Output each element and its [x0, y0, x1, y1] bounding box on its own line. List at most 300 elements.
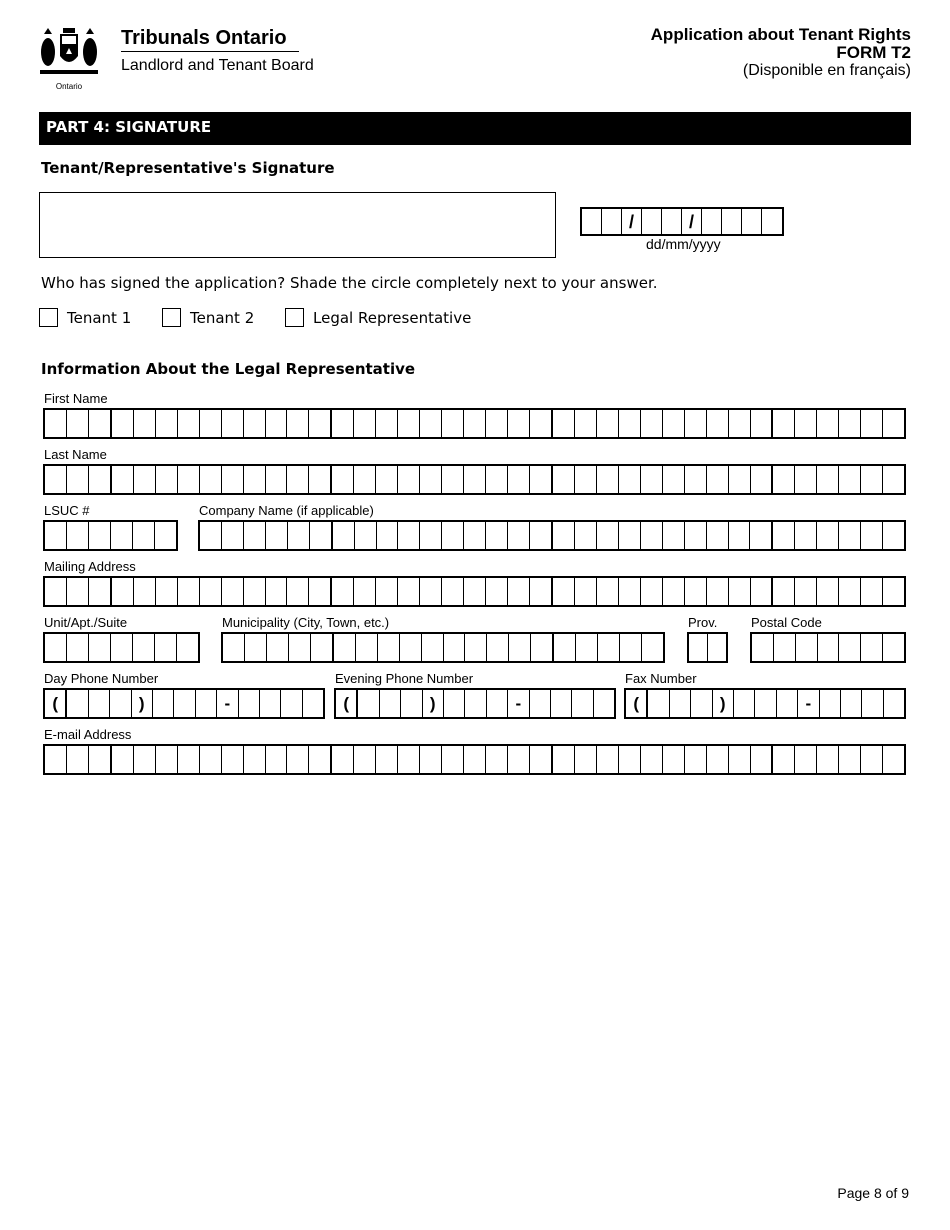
char-cell[interactable]: [222, 410, 244, 437]
char-cell[interactable]: [773, 578, 795, 605]
char-cell[interactable]: [355, 522, 377, 549]
char-cell[interactable]: [620, 634, 642, 661]
char-cell[interactable]: [287, 578, 309, 605]
char-cell[interactable]: [155, 522, 176, 549]
char-cell[interactable]: [400, 634, 422, 661]
char-cell[interactable]: [178, 746, 200, 773]
char-cell[interactable]: [689, 634, 708, 661]
char-cell[interactable]: [685, 410, 707, 437]
first-name-input[interactable]: [43, 408, 906, 439]
char-cell[interactable]: [156, 410, 178, 437]
char-cell[interactable]: [112, 746, 134, 773]
char-cell[interactable]: [817, 578, 839, 605]
email-label: E-mail Address: [44, 727, 132, 742]
char-cell[interactable]: [553, 522, 575, 549]
char-cell[interactable]: [486, 410, 508, 437]
phone-format-char: ): [132, 690, 153, 717]
char-cell[interactable]: [287, 410, 309, 437]
char-cell[interactable]: [773, 466, 795, 493]
char-cell[interactable]: [67, 578, 89, 605]
char-cell[interactable]: [691, 690, 712, 717]
char-cell[interactable]: [707, 522, 729, 549]
evening-phone-input[interactable]: [334, 688, 616, 719]
char-cell[interactable]: [309, 746, 332, 773]
checkbox[interactable]: [39, 308, 58, 327]
municipality-input[interactable]: [221, 632, 665, 663]
char-cell[interactable]: [707, 578, 729, 605]
char-cell[interactable]: [420, 578, 442, 605]
char-cell[interactable]: [685, 578, 707, 605]
char-cell[interactable]: [663, 410, 685, 437]
char-cell[interactable]: [670, 690, 691, 717]
char-cell[interactable]: [575, 410, 597, 437]
char-cell[interactable]: [45, 634, 67, 661]
char-cell[interactable]: [861, 466, 883, 493]
char-cell[interactable]: [444, 634, 466, 661]
char-cell[interactable]: [708, 634, 726, 661]
char-cell[interactable]: [178, 466, 200, 493]
province-label: Prov.: [688, 615, 718, 630]
char-cell[interactable]: [112, 466, 134, 493]
char-cell[interactable]: [883, 578, 904, 605]
char-cell[interactable]: [861, 522, 883, 549]
char-cell[interactable]: [553, 410, 575, 437]
char-cell[interactable]: [287, 746, 309, 773]
char-cell[interactable]: [420, 466, 442, 493]
char-cell[interactable]: [442, 578, 464, 605]
char-cell[interactable]: [89, 410, 112, 437]
char-cell[interactable]: [553, 578, 575, 605]
char-cell[interactable]: [648, 690, 669, 717]
day-phone-input[interactable]: [43, 688, 325, 719]
char-cell[interactable]: [67, 746, 89, 773]
char-cell[interactable]: [376, 746, 398, 773]
char-cell[interactable]: [597, 410, 619, 437]
province-input[interactable]: [687, 632, 728, 663]
char-cell[interactable]: [508, 410, 530, 437]
char-cell[interactable]: [332, 746, 354, 773]
char-cell[interactable]: [464, 410, 486, 437]
char-cell[interactable]: [155, 634, 177, 661]
char-cell[interactable]: [509, 634, 531, 661]
char-cell[interactable]: [222, 746, 244, 773]
char-cell[interactable]: [311, 634, 334, 661]
char-cell[interactable]: [883, 634, 904, 661]
char-cell[interactable]: [465, 690, 486, 717]
checkbox[interactable]: [162, 308, 181, 327]
char-cell[interactable]: [45, 410, 67, 437]
char-cell[interactable]: [774, 634, 796, 661]
char-cell[interactable]: [464, 578, 486, 605]
char-cell[interactable]: [884, 690, 904, 717]
char-cell[interactable]: [575, 522, 597, 549]
char-cell[interactable]: [619, 410, 641, 437]
fax-input[interactable]: [624, 688, 906, 719]
char-cell[interactable]: [111, 522, 133, 549]
char-cell[interactable]: [773, 410, 795, 437]
char-cell[interactable]: [178, 578, 200, 605]
char-cell[interactable]: [817, 410, 839, 437]
date-cell[interactable]: [722, 209, 742, 234]
char-cell[interactable]: [133, 634, 155, 661]
char-cell[interactable]: [530, 578, 553, 605]
char-cell[interactable]: [309, 466, 332, 493]
char-cell[interactable]: [442, 410, 464, 437]
date-cell[interactable]: [702, 209, 722, 234]
char-cell[interactable]: [530, 522, 553, 549]
char-cell[interactable]: [619, 466, 641, 493]
char-cell[interactable]: [266, 522, 288, 549]
char-cell[interactable]: [134, 466, 156, 493]
char-cell[interactable]: [464, 746, 486, 773]
char-cell[interactable]: [377, 522, 399, 549]
char-cell[interactable]: [707, 410, 729, 437]
char-cell[interactable]: [464, 522, 486, 549]
char-cell[interactable]: [641, 746, 663, 773]
char-cell[interactable]: [332, 410, 354, 437]
char-cell[interactable]: [239, 690, 260, 717]
char-cell[interactable]: [89, 690, 110, 717]
char-cell[interactable]: [89, 466, 112, 493]
char-cell[interactable]: [663, 466, 685, 493]
char-cell[interactable]: [281, 690, 302, 717]
char-cell[interactable]: [575, 746, 597, 773]
char-cell[interactable]: [597, 746, 619, 773]
char-cell[interactable]: [575, 466, 597, 493]
char-cell[interactable]: [398, 522, 420, 549]
char-cell[interactable]: [67, 522, 89, 549]
char-cell[interactable]: [112, 410, 134, 437]
lsuc-input[interactable]: [43, 520, 178, 551]
char-cell[interactable]: [685, 746, 707, 773]
char-cell[interactable]: [597, 578, 619, 605]
char-cell[interactable]: [530, 690, 551, 717]
char-cell[interactable]: [244, 410, 266, 437]
email-input[interactable]: [43, 744, 906, 775]
char-cell[interactable]: [598, 634, 620, 661]
char-cell[interactable]: [508, 466, 530, 493]
char-cell[interactable]: [795, 578, 817, 605]
char-cell[interactable]: [334, 634, 356, 661]
postal-code-input[interactable]: [750, 632, 906, 663]
char-cell[interactable]: [553, 466, 575, 493]
char-cell[interactable]: [196, 690, 217, 717]
char-cell[interactable]: [266, 578, 288, 605]
char-cell[interactable]: [289, 634, 311, 661]
char-cell[interactable]: [663, 746, 685, 773]
company-input[interactable]: [198, 520, 906, 551]
form-code: FORM T2: [836, 43, 911, 62]
char-cell[interactable]: [89, 634, 111, 661]
char-cell[interactable]: [883, 746, 904, 773]
char-cell[interactable]: [487, 690, 508, 717]
char-cell[interactable]: [839, 466, 861, 493]
char-cell[interactable]: [222, 466, 244, 493]
logo-caption: Ontario: [55, 82, 83, 91]
char-cell[interactable]: [641, 410, 663, 437]
char-cell[interactable]: [554, 634, 576, 661]
char-cell[interactable]: [222, 578, 244, 605]
char-cell[interactable]: [45, 746, 67, 773]
char-cell[interactable]: [817, 746, 839, 773]
char-cell[interactable]: [883, 410, 904, 437]
char-cell[interactable]: [380, 690, 401, 717]
char-cell[interactable]: [751, 746, 774, 773]
char-cell[interactable]: [133, 522, 155, 549]
char-cell[interactable]: [266, 410, 288, 437]
char-cell[interactable]: [551, 690, 572, 717]
char-cell[interactable]: [45, 466, 67, 493]
char-cell[interactable]: [420, 410, 442, 437]
char-cell[interactable]: [486, 466, 508, 493]
char-cell[interactable]: [244, 746, 266, 773]
char-cell[interactable]: [464, 466, 486, 493]
char-cell[interactable]: [752, 634, 774, 661]
char-cell[interactable]: [641, 466, 663, 493]
char-cell[interactable]: [839, 634, 861, 661]
char-cell[interactable]: [174, 690, 195, 717]
char-cell[interactable]: [729, 410, 751, 437]
date-cell[interactable]: [642, 209, 662, 234]
char-cell[interactable]: [354, 578, 376, 605]
char-cell[interactable]: [309, 578, 332, 605]
char-cell[interactable]: [156, 746, 178, 773]
date-cell[interactable]: [762, 209, 782, 234]
char-cell[interactable]: [707, 466, 729, 493]
char-cell[interactable]: [839, 578, 861, 605]
char-cell[interactable]: [260, 690, 281, 717]
char-cell[interactable]: [553, 746, 575, 773]
char-cell[interactable]: [663, 522, 685, 549]
char-cell[interactable]: [575, 578, 597, 605]
char-cell[interactable]: [354, 410, 376, 437]
char-cell[interactable]: [729, 746, 751, 773]
char-cell[interactable]: [200, 578, 222, 605]
char-cell[interactable]: [861, 634, 883, 661]
char-cell[interactable]: [486, 578, 508, 605]
char-cell[interactable]: [795, 466, 817, 493]
char-cell[interactable]: [288, 522, 310, 549]
date-cell[interactable]: [582, 209, 602, 234]
char-cell[interactable]: [177, 634, 198, 661]
char-cell[interactable]: [67, 690, 88, 717]
char-cell[interactable]: [354, 466, 376, 493]
char-cell[interactable]: [376, 466, 398, 493]
char-cell[interactable]: [267, 634, 289, 661]
char-cell[interactable]: [134, 410, 156, 437]
char-cell[interactable]: [795, 746, 817, 773]
char-cell[interactable]: [67, 634, 89, 661]
char-cell[interactable]: [67, 410, 89, 437]
option-legal-representative[interactable]: [285, 307, 471, 328]
char-cell[interactable]: [861, 410, 883, 437]
char-cell[interactable]: [442, 522, 464, 549]
char-cell[interactable]: [751, 578, 774, 605]
char-cell[interactable]: [530, 410, 553, 437]
char-cell[interactable]: [619, 746, 641, 773]
char-cell[interactable]: [619, 522, 641, 549]
last-name-label: Last Name: [44, 447, 107, 462]
char-cell[interactable]: [398, 746, 420, 773]
char-cell[interactable]: [422, 634, 444, 661]
char-cell[interactable]: [486, 522, 508, 549]
char-cell[interactable]: [729, 466, 751, 493]
char-cell[interactable]: [663, 578, 685, 605]
char-cell[interactable]: [707, 746, 729, 773]
char-cell[interactable]: [45, 522, 67, 549]
char-cell[interactable]: [200, 410, 222, 437]
char-cell[interactable]: [861, 746, 883, 773]
char-cell[interactable]: [597, 522, 619, 549]
char-cell[interactable]: [222, 522, 244, 549]
char-cell[interactable]: [378, 634, 400, 661]
char-cell[interactable]: [200, 746, 222, 773]
phone-format-char: ): [713, 690, 734, 717]
org-title: Tribunals Ontario: [121, 27, 287, 49]
char-cell[interactable]: [508, 578, 530, 605]
char-cell[interactable]: [244, 466, 266, 493]
char-cell[interactable]: [795, 410, 817, 437]
char-cell[interactable]: [112, 578, 134, 605]
char-cell[interactable]: [245, 634, 267, 661]
char-cell[interactable]: [751, 466, 774, 493]
char-cell[interactable]: [641, 522, 663, 549]
char-cell[interactable]: [642, 634, 663, 661]
char-cell[interactable]: [266, 466, 288, 493]
char-cell[interactable]: [619, 578, 641, 605]
date-cell[interactable]: [662, 209, 682, 234]
company-label: Company Name (if applicable): [199, 503, 374, 518]
char-cell[interactable]: [729, 578, 751, 605]
char-cell[interactable]: [839, 746, 861, 773]
char-cell[interactable]: [178, 410, 200, 437]
char-cell[interactable]: [420, 522, 442, 549]
char-cell[interactable]: [817, 522, 839, 549]
char-cell[interactable]: [839, 522, 861, 549]
char-cell[interactable]: [332, 466, 354, 493]
char-cell[interactable]: [223, 634, 245, 661]
char-cell[interactable]: [303, 690, 323, 717]
last-name-input[interactable]: [43, 464, 906, 495]
char-cell[interactable]: [156, 578, 178, 605]
char-cell[interactable]: [309, 410, 332, 437]
char-cell[interactable]: [508, 746, 530, 773]
char-cell[interactable]: [572, 690, 593, 717]
char-cell[interactable]: [597, 466, 619, 493]
char-cell[interactable]: [818, 634, 840, 661]
char-cell[interactable]: [839, 410, 861, 437]
char-cell[interactable]: [356, 634, 378, 661]
char-cell[interactable]: [244, 578, 266, 605]
char-cell[interactable]: [333, 522, 355, 549]
char-cell[interactable]: [773, 746, 795, 773]
char-cell[interactable]: [89, 746, 112, 773]
char-cell[interactable]: [398, 410, 420, 437]
char-cell[interactable]: [89, 578, 112, 605]
char-cell[interactable]: [266, 746, 288, 773]
char-cell[interactable]: [841, 690, 862, 717]
char-cell[interactable]: [820, 690, 841, 717]
first-name-label: First Name: [44, 391, 108, 406]
char-cell[interactable]: [354, 746, 376, 773]
option-tenant-1[interactable]: [39, 307, 131, 328]
char-cell[interactable]: [465, 634, 487, 661]
char-cell[interactable]: [398, 578, 420, 605]
char-cell[interactable]: [729, 522, 751, 549]
char-cell[interactable]: [641, 578, 663, 605]
char-cell[interactable]: [685, 466, 707, 493]
char-cell[interactable]: [156, 466, 178, 493]
char-cell[interactable]: [576, 634, 598, 661]
char-cell[interactable]: [531, 634, 554, 661]
char-cell[interactable]: [751, 410, 774, 437]
date-cell[interactable]: [602, 209, 622, 234]
option-tenant-2[interactable]: [162, 307, 254, 328]
char-cell[interactable]: [530, 746, 553, 773]
unit-input[interactable]: [43, 632, 200, 663]
char-cell[interactable]: [89, 522, 111, 549]
char-cell[interactable]: [376, 410, 398, 437]
char-cell[interactable]: [200, 522, 222, 549]
char-cell[interactable]: [111, 634, 133, 661]
char-cell[interactable]: [817, 466, 839, 493]
char-cell[interactable]: [486, 746, 508, 773]
checkbox[interactable]: [285, 308, 304, 327]
char-cell[interactable]: [795, 522, 817, 549]
char-cell[interactable]: [530, 466, 553, 493]
char-cell[interactable]: [310, 522, 333, 549]
char-cell[interactable]: [67, 466, 89, 493]
char-cell[interactable]: [796, 634, 818, 661]
char-cell[interactable]: [444, 690, 465, 717]
municipality-label: Municipality (City, Town, etc.): [222, 615, 390, 630]
char-cell[interactable]: [244, 522, 266, 549]
char-cell[interactable]: [773, 522, 795, 549]
char-cell[interactable]: [685, 522, 707, 549]
char-cell[interactable]: [45, 578, 67, 605]
signature-box[interactable]: [39, 192, 556, 258]
char-cell[interactable]: [110, 690, 131, 717]
char-cell[interactable]: [750, 522, 773, 549]
char-cell[interactable]: [862, 690, 883, 717]
char-cell[interactable]: [332, 578, 354, 605]
signature-date-input[interactable]: [580, 207, 784, 236]
char-cell[interactable]: [487, 634, 509, 661]
char-cell[interactable]: [376, 578, 398, 605]
char-cell[interactable]: [777, 690, 798, 717]
char-cell[interactable]: [883, 466, 904, 493]
char-cell[interactable]: [508, 522, 530, 549]
char-cell[interactable]: [420, 746, 442, 773]
char-cell[interactable]: [734, 690, 755, 717]
char-cell[interactable]: [401, 690, 422, 717]
date-cell[interactable]: [742, 209, 762, 234]
char-cell[interactable]: [398, 466, 420, 493]
char-cell[interactable]: [755, 690, 776, 717]
char-cell[interactable]: [442, 466, 464, 493]
char-cell[interactable]: [594, 690, 614, 717]
char-cell[interactable]: [200, 466, 222, 493]
char-cell[interactable]: [134, 578, 156, 605]
char-cell[interactable]: [134, 746, 156, 773]
char-cell[interactable]: [287, 466, 309, 493]
char-cell[interactable]: [883, 522, 904, 549]
char-cell[interactable]: [442, 746, 464, 773]
char-cell[interactable]: [358, 690, 379, 717]
char-cell[interactable]: [153, 690, 174, 717]
char-cell[interactable]: [861, 578, 883, 605]
mailing-address-input[interactable]: [43, 576, 906, 607]
